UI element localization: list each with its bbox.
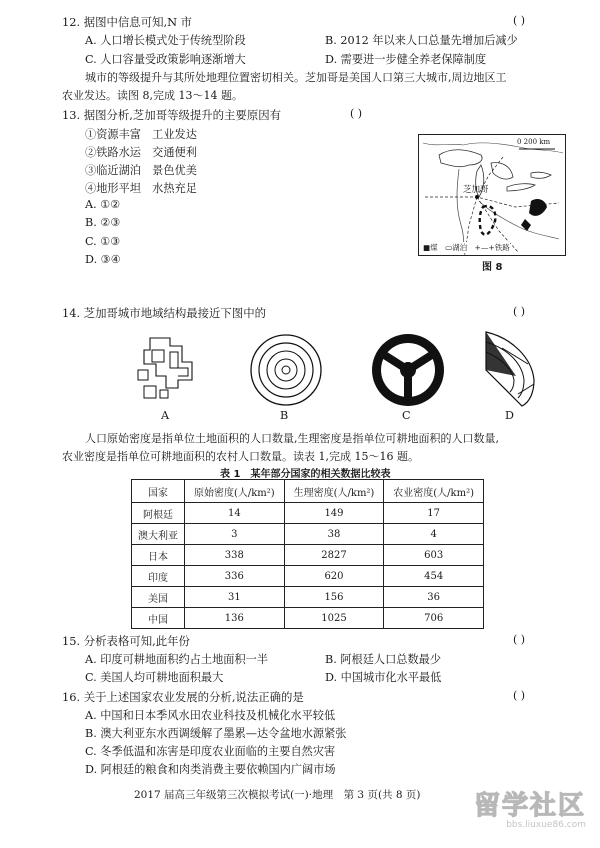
q13-answer-bracket: ( ) <box>350 107 363 120</box>
cell-raw: 31 <box>185 587 285 608</box>
watermark-logo <box>456 792 586 836</box>
q14-label-c: C <box>402 409 411 422</box>
q16-option-a: A. 中国和日本季风水田农业科技及机械化水平较低 <box>85 709 336 722</box>
cell-agri: 17 <box>384 503 484 524</box>
q14-label-b: B <box>280 409 289 422</box>
cell-physio: 38 <box>284 524 384 545</box>
table-caption: 表 1 某年部分国家的相关数据比较表 <box>220 469 391 480</box>
map-caption: 图 8 <box>482 262 503 273</box>
q13-option-a: A. ①② <box>85 198 121 211</box>
map-city-label: 芝加哥 <box>463 185 489 195</box>
intro2-line1: 人口原始密度是指单位土地面积的人口数量,生理密度是指单位可耕地面积的人口数量, <box>85 432 499 445</box>
header-raw-density: 原始密度(人/km²) <box>185 480 285 503</box>
table-row <box>132 524 484 545</box>
q13-title: 13. 据图分析,芝加哥等级提升的主要原因有 <box>62 108 281 122</box>
q15-option-b: B. 阿根廷人口总数最少 <box>325 653 442 666</box>
cell-agri: 36 <box>384 587 484 608</box>
cell-country: 美国 <box>132 587 185 608</box>
cell-raw: 3 <box>185 524 285 545</box>
cell-raw: 336 <box>185 566 285 587</box>
q16-title: 16. 关于上述国家农业发展的分析,说法正确的是 <box>62 690 304 704</box>
data-table <box>131 479 484 629</box>
coal-field-appalachian <box>529 199 547 216</box>
table-row <box>132 608 484 629</box>
cell-raw: 338 <box>185 545 285 566</box>
cell-country: 阿根廷 <box>132 503 185 524</box>
q16-option-d: D. 阿根廷的粮食和肉类消费主要依赖国内广阔市场 <box>85 763 336 776</box>
cell-country: 印度 <box>132 566 185 587</box>
table-row <box>132 587 484 608</box>
cell-physio: 156 <box>284 587 384 608</box>
q13-item-1: ①资源丰富 工业发达 <box>85 128 197 141</box>
q14-diagram-d <box>482 328 538 408</box>
q14-label-a: A <box>161 409 170 422</box>
page-footer: 2017 届高三年级第三次模拟考试(一)·地理 第 3 页(共 8 页) <box>134 789 421 801</box>
coal-field-small <box>521 219 531 231</box>
cell-agri: 4 <box>384 524 484 545</box>
intro2-line2: 农业密度是指单位可耕地面积的农村人口数量。读表 1,完成 15～16 题。 <box>62 450 419 463</box>
cell-agri: 454 <box>384 566 484 587</box>
q12-option-a: A. 人口增长模式处于传统型阶段 <box>85 34 246 47</box>
q13-option-d: D. ③④ <box>85 253 121 266</box>
cell-country: 澳大利亚 <box>132 524 185 545</box>
table-row <box>132 503 484 524</box>
header-country: 国家 <box>132 480 185 503</box>
figure-8-map <box>418 134 566 256</box>
table-row <box>132 545 484 566</box>
lake-ontario <box>531 172 551 178</box>
intro1-line2: 农业发达。读图 8,完成 13～14 题。 <box>62 89 243 102</box>
lake-huron <box>491 163 513 179</box>
map-scale-label: 0 200 km <box>517 138 551 146</box>
q13-item-2: ②铁路水运 交通便利 <box>85 146 197 159</box>
q15-option-c: C. 美国人均可耕地面积最大 <box>85 671 224 684</box>
cell-physio: 2827 <box>284 545 384 566</box>
q15-answer-bracket: ( ) <box>513 633 526 646</box>
q13-option-c: C. ①③ <box>85 235 121 248</box>
q16-option-c: C. 冬季低温和冻害是印度农业面临的主要自然灾害 <box>85 745 336 758</box>
q14-answer-bracket: ( ) <box>513 305 526 318</box>
chicago-marker <box>475 195 479 199</box>
q16-answer-bracket: ( ) <box>513 689 526 702</box>
q14-label-d: D <box>505 409 514 422</box>
watermark-title: 留学社区 <box>473 791 586 821</box>
q13-option-b: B. ②③ <box>85 216 121 229</box>
table-row <box>132 566 484 587</box>
q15-option-a: A. 印度可耕地面积约占土地面积一半 <box>85 653 269 666</box>
q12-option-b: B. 2012 年以来人口总量先增加后减少 <box>325 34 518 47</box>
coal-field-illinois <box>480 206 496 235</box>
watermark-url: bbs.liuxue86.com <box>506 820 586 830</box>
intro1-line1: 城市的等级提升与其所处地理位置密切相关。芝加哥是美国人口第三大城市,周边地区工 <box>85 71 507 84</box>
q15-option-d: D. 中国城市化水平最低 <box>325 671 442 684</box>
q12-option-d: D. 需要进一步健全养老保障制度 <box>325 53 487 66</box>
cell-agri: 603 <box>384 545 484 566</box>
q13-item-3: ③临近湖泊 景色优美 <box>85 164 197 177</box>
cell-raw: 14 <box>185 503 285 524</box>
header-agricultural-density: 农业密度(人/km²) <box>384 480 484 503</box>
table-header-row <box>132 480 484 503</box>
q15-title: 15. 分析表格可知,此年份 <box>62 634 190 648</box>
map-drawing <box>419 135 565 255</box>
cell-country: 中国 <box>132 608 185 629</box>
cell-physio: 1025 <box>284 608 384 629</box>
cell-physio: 620 <box>284 566 384 587</box>
map-legend: ■煤 ▭湖泊 +—+铁路 <box>423 243 510 252</box>
q12-answer-bracket: ( ) <box>513 14 526 27</box>
q13-item-4: ④地形平坦 水热充足 <box>85 182 197 195</box>
q12-option-c: C. 人口容量受政策影响逐渐增大 <box>85 53 246 66</box>
lake-superior <box>439 150 482 167</box>
cell-raw: 136 <box>185 608 285 629</box>
cell-physio: 149 <box>284 503 384 524</box>
q16-option-b: B. 澳大利亚东水西调缓解了墨累—达令盆地水源紧张 <box>85 727 347 740</box>
q12-title: 12. 据图中信息可知,N 市 <box>62 15 193 29</box>
cell-agri: 706 <box>384 608 484 629</box>
q14-diagram-b <box>248 332 324 408</box>
q14-diagram-c <box>370 332 446 408</box>
q14-diagram-a <box>130 328 210 408</box>
header-physiological-density: 生理密度(人/km²) <box>284 480 384 503</box>
cell-country: 日本 <box>132 545 185 566</box>
q14-title: 14. 芝加哥城市地域结构最接近下图中的 <box>62 306 266 320</box>
lake-erie <box>507 184 535 191</box>
